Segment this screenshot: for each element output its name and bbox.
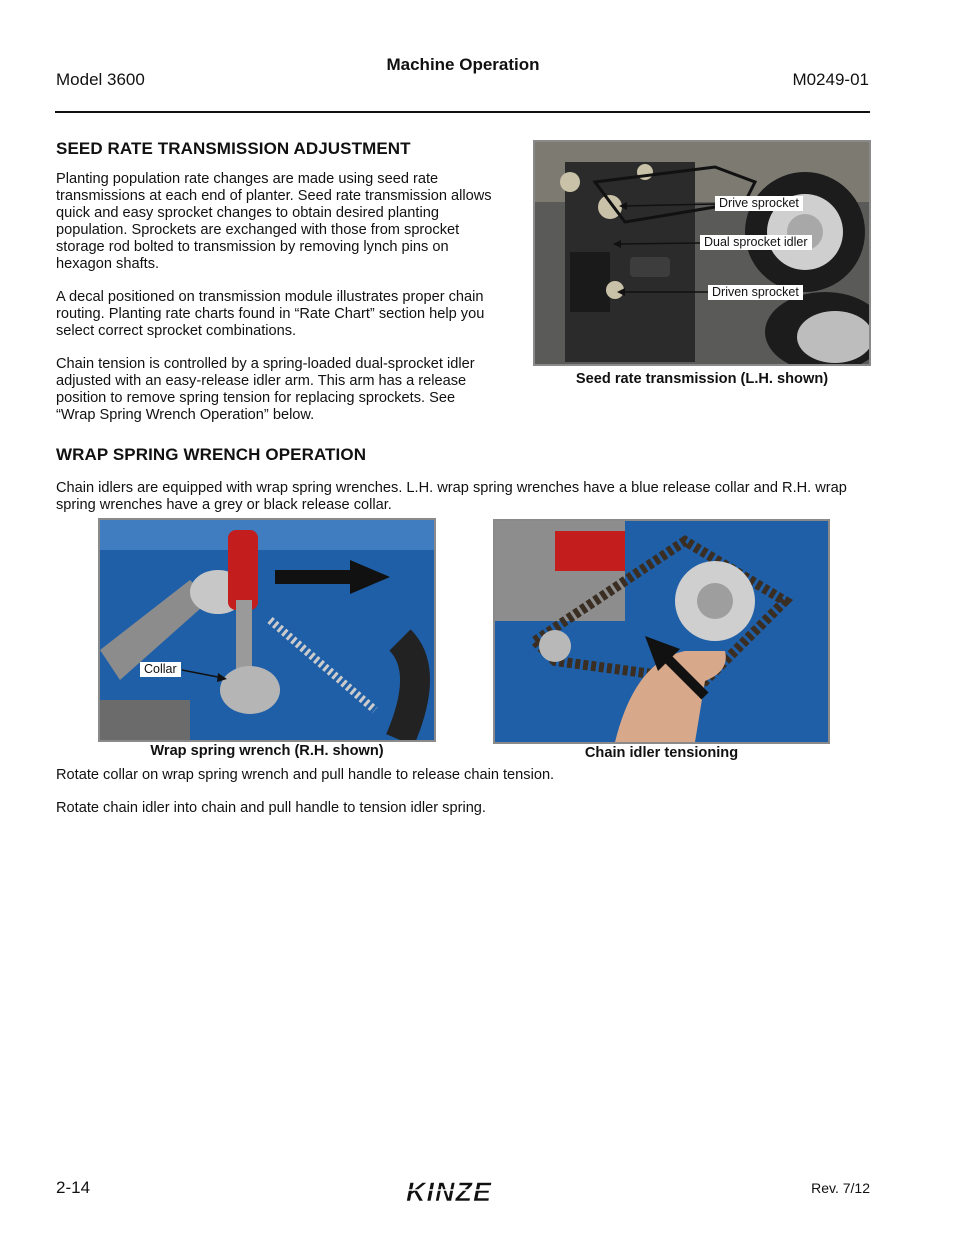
- wrench-figure-caption: Wrap spring wrench (R.H. shown): [150, 743, 384, 759]
- kinze-logo: [404, 1176, 524, 1206]
- callout-driven-sprocket: Driven sprocket: [708, 285, 803, 300]
- transmission-illustration: [535, 142, 869, 364]
- chain-idler-photo: [493, 519, 830, 744]
- svg-text:KINZE: KINZE: [406, 1177, 492, 1206]
- callout-collar: Collar: [140, 662, 181, 677]
- wrap-spring-step-1: Rotate collar on wrap spring wrench and pull handle to release chain tension.: [56, 767, 555, 783]
- seed-rate-transmission-photo: [533, 140, 871, 366]
- seed-rate-body: [56, 171, 496, 440]
- wrench-illustration: [100, 520, 434, 740]
- wrap-spring-step-2: Rotate chain idler into chain and pull handle to tension idler spring.: [56, 800, 486, 816]
- seed-rate-figure-caption: Seed rate transmission (L.H. shown): [575, 371, 829, 387]
- wrap-spring-wrench-photo: [98, 518, 436, 742]
- header-model: Model 3600: [56, 70, 145, 89]
- header-rule: [55, 111, 870, 113]
- footer-page-number: 2-14: [56, 1178, 91, 1197]
- chain-idler-figure-caption: Chain idler tensioning: [584, 745, 739, 761]
- kinze-logo-mark: [404, 1176, 524, 1206]
- chain-idler-illustration: [495, 521, 828, 742]
- wrap-spring-heading: WRAP SPRING WRENCH OPERATION: [56, 445, 367, 464]
- callout-drive-sprocket: Drive sprocket: [715, 196, 803, 211]
- footer-revision: Rev. 7/12: [811, 1180, 870, 1196]
- seed-rate-paragraph-2: A decal positioned on transmission module illustrates proper chain routing. Planting rate charts found in “Rate Chart” section help you select correct sprocket combinations.: [56, 289, 485, 339]
- seed-rate-paragraph-1: Planting population rate changes are made using seed rate transmissions at each end of planter. Seed rate transmission allows quick and easy sprocket changes to obtain desired planting population. Sprockets are exchanged with those from sprocket storage rod bolted to transmission by removing lynch pins on hexagon shafts.: [56, 171, 492, 272]
- wrap-spring-intro: Chain idlers are equipped with wrap spring wrenches. L.H. wrap spring wrenches have a blue release collar and R.H. wrap spring wrenches have a grey or black release collar.: [56, 480, 847, 513]
- seed-rate-heading: SEED RATE TRANSMISSION ADJUSTMENT: [56, 139, 411, 158]
- seed-rate-paragraph-3: Chain tension is controlled by a spring-loaded dual-sprocket idler adjusted with an easy-release idler arm. This arm has a release position to remove spring tension for replacing sprockets. See “Wrap Spring Wrench Operation” below.: [56, 356, 475, 423]
- header-doc-code: M0249-01: [792, 70, 869, 89]
- header-section-title: Machine Operation: [386, 55, 540, 74]
- callout-dual-sprocket-idler: Dual sprocket idler: [700, 235, 812, 250]
